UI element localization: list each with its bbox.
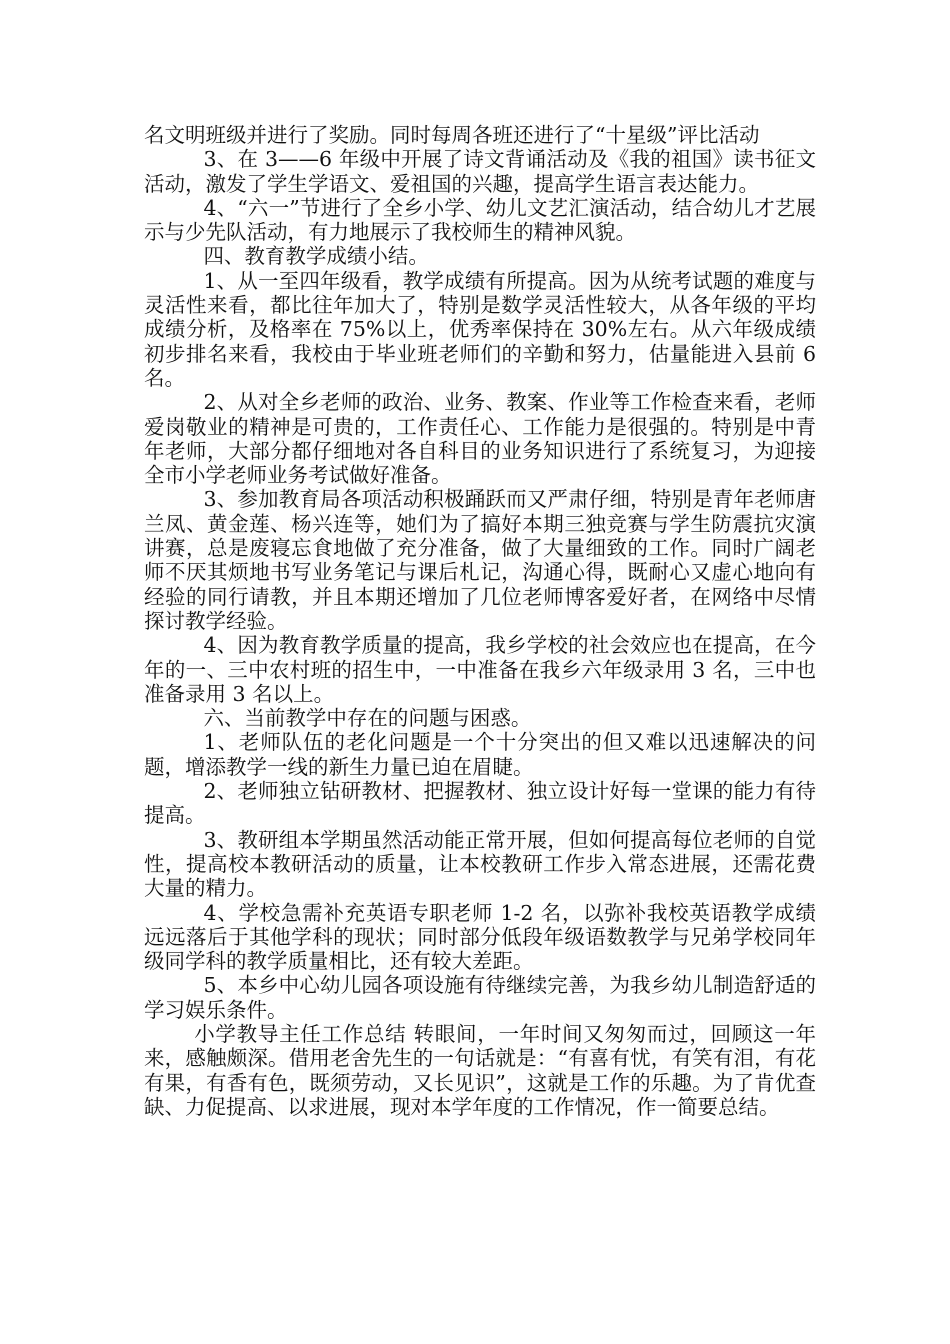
paragraph-teacher-inspection: 2、从对全乡老师的政治、业务、教案、作业等工作检查来看，老师爱岗敬业的精神是可贵的，工作责任心、工作能力是很强的。特别是中青年老师，大部分都仔细地对各自科目的业务知识进行了系统复习，为迎接全市小学老师业务考试做好准备。	[144, 390, 816, 488]
document-body	[144, 123, 816, 1119]
paragraph-problem-materials: 2、老师独立钻研教材、把握教材、独立设计好每一堂课的能力有待提高。	[144, 779, 816, 828]
paragraph-childrens-day: 4、“六一”节进行了全乡小学、幼儿文艺汇演活动，结合幼儿才艺展示与少先队活动，有力地展示了我校师生的精神风貌。	[144, 195, 816, 245]
paragraph-grade-results: 1、从一至四年级看，教学成绩有所提高。因为从统考试题的难度与灵活性来看，都比往年加大了，特别是数学灵活性较大，从各年级的平均成绩分析，及格率在 75%以上，优秀率保持在 30%左右。从六年级成绩初步排名来看，我校由于毕业班老师们的辛勤和努力，估量能进入县前 6 名。	[144, 268, 816, 390]
paragraph-award-continuation: 名文明班级并进行了奖励。同时每周各班还进行了“十星级”评比活动	[144, 123, 760, 147]
section-heading-problems: 六、当前教学中存在的问题与困惑。	[203, 706, 532, 731]
paragraph-social-effect: 4、因为教育教学质量的提高，我乡学校的社会效应也在提高，在今年的一、三中农村班的招生中，一中准备在我乡六年级录用 3 名，三中也准备录用 3 名以上。	[144, 633, 816, 706]
paragraph-poetry-activity: 3、在 3——6 年级中开展了诗文背诵活动及《我的祖国》读书征文活动，激发了学生学语文、爱祖国的兴趣，提高学生语言表达能力。	[144, 147, 816, 196]
paragraph-summary-intro: 小学教导主任工作总结 转眼间，一年时间又匆匆而过，回顾这一年来，感触颇深。借用老舍先生的一句话就是：“有喜有忧，有笑有泪，有花有果，有香有色，既须劳动，又长见识”，这就是工作的乐趣。为了肯优查缺、力促提高、以求进展，现对本学年度的工作情况，作一简要总结。	[144, 1021, 816, 1119]
paragraph-problem-aging: 1、老师队伍的老化问题是一个十分突出的但又难以迅速解决的问题，增添教学一线的新生力量已迫在眉睫。	[144, 730, 816, 779]
section-heading-teaching-results: 四、教育教学成绩小结。	[203, 244, 429, 269]
paragraph-problem-kindergarten: 5、本乡中心幼儿园各项设施有待继续完善，为我乡幼儿制造舒适的学习娱乐条件。	[144, 973, 816, 1022]
paragraph-problem-research: 3、教研组本学期虽然活动能正常开展，但如何提高每位老师的自觉性，提高校本教研活动的质量，让本校教研工作步入常态进展，还需花费大量的精力。	[144, 827, 816, 901]
paragraph-teacher-activities: 3、参加教育局各项活动积极踊跃而又严肃仔细，特别是青年老师唐兰凤、黄金莲、杨兴连等，她们为了搞好本期三独竞赛与学生防震抗灾演讲赛，总是废寝忘食地做了充分准备，做了大量细致的工作。同时广阔老师不厌其烦地书写业务笔记与课后札记，沟通心得，既耐心又虚心地向有经验的同行请教，并且本期还增加了几位老师博客爱好者，在网络中尽情探讨教学经验。	[144, 487, 816, 633]
paragraph-problem-english: 4、学校急需补充英语专职老师 1-2 名，以弥补我校英语教学成绩远远落后于其他学科的现状；同时部分低段年级语数教学与兄弟学校同年级同学科的教学质量相比，还有较大差距。	[144, 900, 816, 974]
